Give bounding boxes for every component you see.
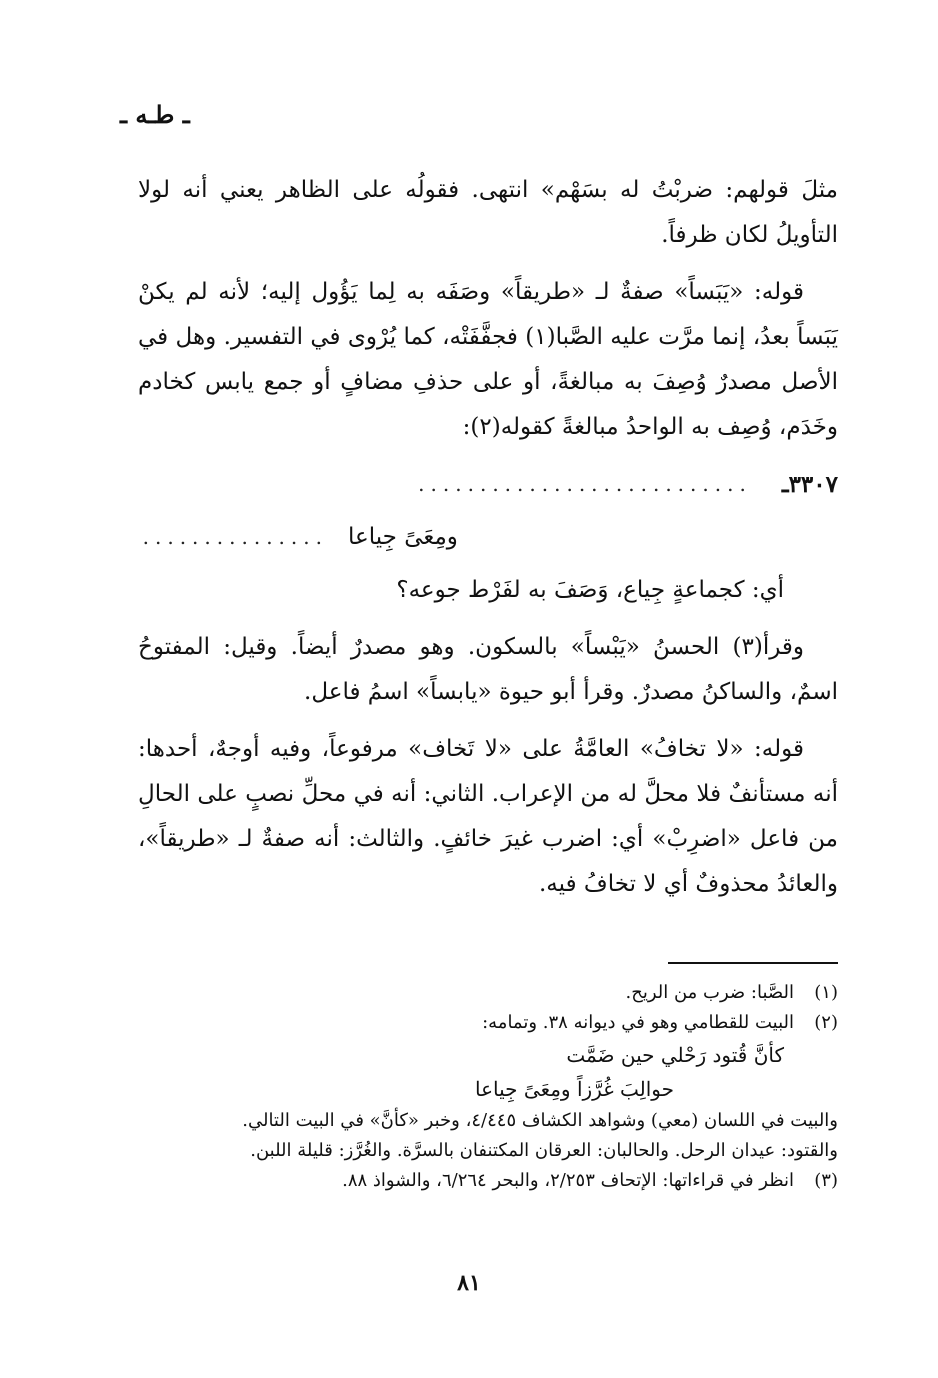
page-number: ٨١	[457, 1270, 481, 1296]
footnote-text: الصَّبا: ضرب من الريح.	[625, 982, 794, 1003]
verse-line	[138, 462, 838, 507]
verse-number: ٣٣٠٧ـ	[781, 471, 838, 498]
footnote-number: (٢)	[814, 1012, 838, 1033]
paragraph-3: وقرأ(٣) الحسنُ «يَبْساً» بالسكون. وهو مصدرٌ أيضاً. وقيل: المفتوحُ اسمٌ، والساكنُ مصدرٌ. وقرأ أبو حيوة «يابساً» اسمُ فاعل.	[138, 634, 838, 705]
paragraph-2: قوله: «يَبَساً» صفةٌ لـ «طريقاً» وصَفَه به لِما يَؤُول إليه؛ لأنه لم يكنْ يَبَساً بعدُ، إنما مرَّت عليه الصَّبا(١) فجفَّفَتْه، كما يُرْوى في التفسير. وهل في الأصل مصدرٌ وُصِفَ به مبالغةً، أو على حذفِ مضافٍ أو جمع يابس كخادم وخَدَم، وُصِف به الواحدُ مبالغةً كقوله(٢):	[138, 279, 838, 440]
footnote	[138, 1008, 838, 1038]
footnotes	[138, 978, 838, 1196]
footnote	[138, 978, 838, 1008]
main-text	[138, 168, 838, 919]
footnote	[138, 1166, 838, 1196]
footnote-number: (٣)	[814, 1170, 838, 1191]
gloss: أي: كجماعةٍ جِياع، وَصَفَ به لفَرْط جوعه؟	[396, 577, 784, 603]
verse-dots-2: ...............	[142, 525, 328, 549]
poem-hemistich-1: كأنَّ قُتود رَحْلي حين ضَمَّت	[566, 1043, 784, 1067]
footnote-continuation: والقتود: عيدان الرحل. والحالبان: العرقان المكتنفان بالسرَّة. والغُرَّز: قليلة اللبن.	[250, 1140, 838, 1161]
footnote-text: البيت للقطامي وهو في ديوانه ٣٨. وتمامه:	[482, 1012, 794, 1033]
poem-hemistich-2: حوالِبَ غُرَّزاً ومِعَىً جِياعا	[475, 1077, 674, 1101]
verse-dots: ...........................	[418, 472, 752, 496]
footnote-text: انظر في قراءاتها: الإتحاف ٢/٢٥٣، والبحر ٦/٢٦٤، والشواذ ٨٨.	[342, 1170, 794, 1191]
verse-hemistich	[138, 515, 838, 560]
verse-text: ومِعَىً جِياعا	[348, 524, 458, 550]
paragraph-1: مثلَ قولهم: ضربْتُ له بسَهْم» انتهى. فقولُه على الظاهر يعني أنه لولا التأويلُ لكان ظرفاً.	[138, 177, 838, 248]
footnote-poem	[138, 1038, 838, 1106]
paragraph-4: قوله: «لا تخافُ» العامَّةُ على «لا تَخاف» مرفوعاً، وفيه أوجهٌ، أحدها: أنه مستأنفٌ فلا محلَّ له من الإعراب. الثاني: أنه في محلِّ نصبٍ على الحالِ من فاعل «اضرِبْ» أي: اضرب غيرَ خائفٍ. والثالث: أنه صفةٌ لـ «طريقاً»، والعائدُ محذوفٌ أي لا تخافُ فيه.	[138, 736, 838, 897]
footnote-continuation: والبيت في اللسان (معي) وشواهد الكشاف ٤/٤٤٥، وخبر «كأنَّ» في البيت التالي.	[242, 1110, 838, 1131]
footnote-separator	[668, 962, 838, 964]
footnote-number: (١)	[814, 982, 838, 1003]
running-header: ـ طـه ـ	[120, 100, 190, 129]
